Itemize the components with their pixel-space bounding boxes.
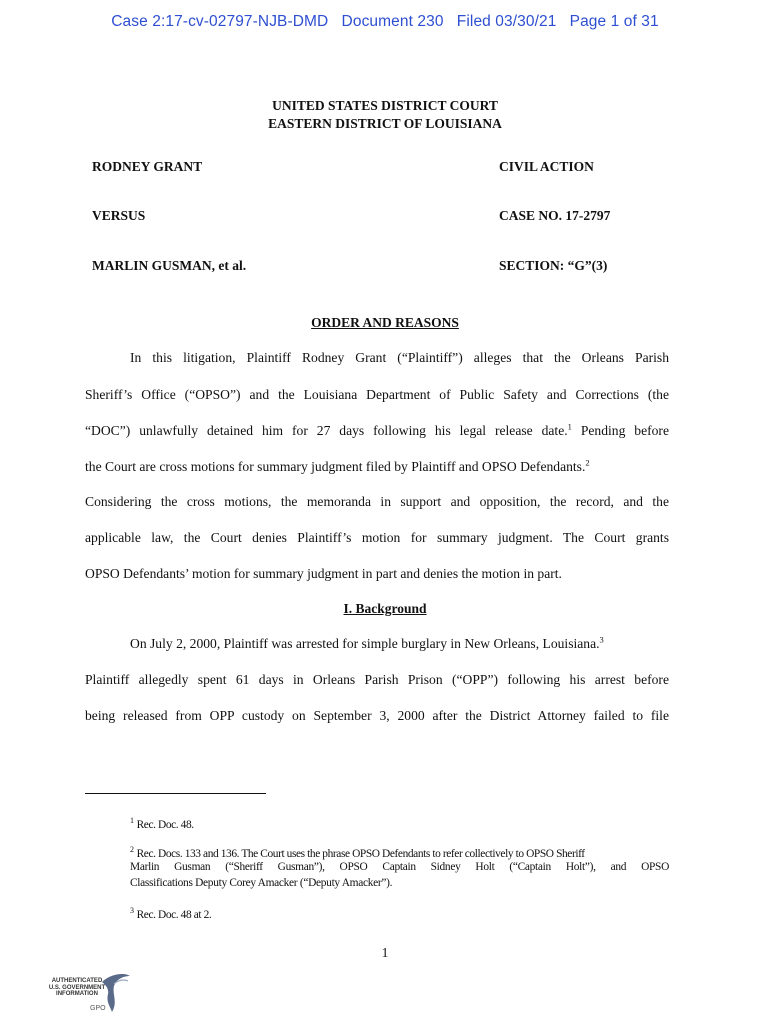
section-label: SECTION: “G”(3) [499, 258, 608, 273]
body-line: OPSO Defendants’ motion for summary judgment in part and denies the motion in part. [85, 566, 562, 581]
order-title: ORDER AND REASONS [311, 315, 459, 330]
plaintiff-name: RODNEY GRANT [92, 159, 203, 174]
versus-label: VERSUS [92, 208, 146, 223]
footnote-2-continued: Classifications Deputy Corey Amacker (“Deputy Amacker”). [130, 877, 393, 889]
gpo-authentication-logo [44, 972, 134, 1018]
footnote-1 [130, 816, 194, 831]
footnote-text: Rec. Doc. 48. [136, 818, 194, 831]
footnote-text: Rec. Docs. 133 and 136. The Court uses the phrase OPSO Defendants to refer collectively to OPSO Sheriff [136, 847, 585, 860]
action-type: CIVIL ACTION [499, 159, 594, 174]
page-number: 1 [381, 945, 389, 960]
footnote-2-continued: Marlin Gusman (“Sheriff Gusman”), OPSO Captain Sidney Holt (“Captain Holt”), and OPSO [130, 861, 669, 873]
footnote-ref: 1 [567, 421, 572, 432]
body-text: “DOC”) unlawfully detained him for 27 days following his legal release date. [85, 423, 568, 438]
body-text: Pending before [571, 423, 669, 438]
gpo-label: INFORMATION [56, 991, 98, 997]
footnote-3 [130, 906, 211, 921]
body-line [85, 423, 669, 439]
footnote-ref: 2 [585, 457, 590, 468]
footnote-divider [85, 793, 266, 794]
body-line: Plaintiff allegedly spent 61 days in Orleans Parish Prison (“OPP”) following his arrest before [85, 672, 669, 687]
body-line: Considering the cross motions, the memoranda in support and opposition, the record, and the [85, 494, 669, 509]
court-heading [0, 97, 770, 132]
case-header-stamp: Case 2:17-cv-02797-NJB-DMD Document 230 Filed 03/30/21 Page 1 of 31 [111, 13, 659, 30]
gpo-label: U.S. GOVERNMENT [48, 984, 106, 991]
footnote-2 [130, 845, 585, 860]
court-district: EASTERN DISTRICT OF LOUISIANA [268, 115, 502, 131]
body-line [85, 459, 669, 475]
court-name: UNITED STATES DISTRICT COURT [272, 98, 498, 113]
footnote-number: 3 [130, 906, 134, 915]
case-number: CASE NO. 17-2797 [499, 208, 611, 223]
body-line: applicable law, the Court denies Plaintiff’s motion for summary judgment. The Court grants [85, 530, 669, 545]
footnote-text: Rec. Doc. 48 at 2. [136, 908, 212, 921]
defendant-name: MARLIN GUSMAN, et al. [92, 258, 247, 273]
gpo-mark: GPO [90, 1005, 106, 1012]
body-line: Sheriff’s Office (“OPSO”) and the Louisiana Department of Public Safety and Corrections (the [85, 387, 669, 402]
footnote-number: 1 [130, 816, 134, 825]
footnote-number: 2 [130, 845, 134, 854]
body-line: In this litigation, Plaintiff Rodney Grant (“Plaintiff”) alleges that the Orleans Parish [130, 350, 669, 365]
gpo-label: AUTHENTICATED [51, 978, 103, 984]
body-text: the Court are cross motions for summary judgment filed by Plaintiff and OPSO Defendants. [85, 459, 586, 474]
body-line: being released from OPP custody on September 3, 2000 after the District Attorney failed to file [85, 708, 669, 723]
section-title: I. Background [343, 601, 427, 616]
footnote-ref: 3 [599, 634, 604, 645]
body-text: On July 2, 2000, Plaintiff was arrested for simple burglary in New Orleans, Louisiana. [130, 636, 600, 651]
body-line [130, 636, 669, 652]
